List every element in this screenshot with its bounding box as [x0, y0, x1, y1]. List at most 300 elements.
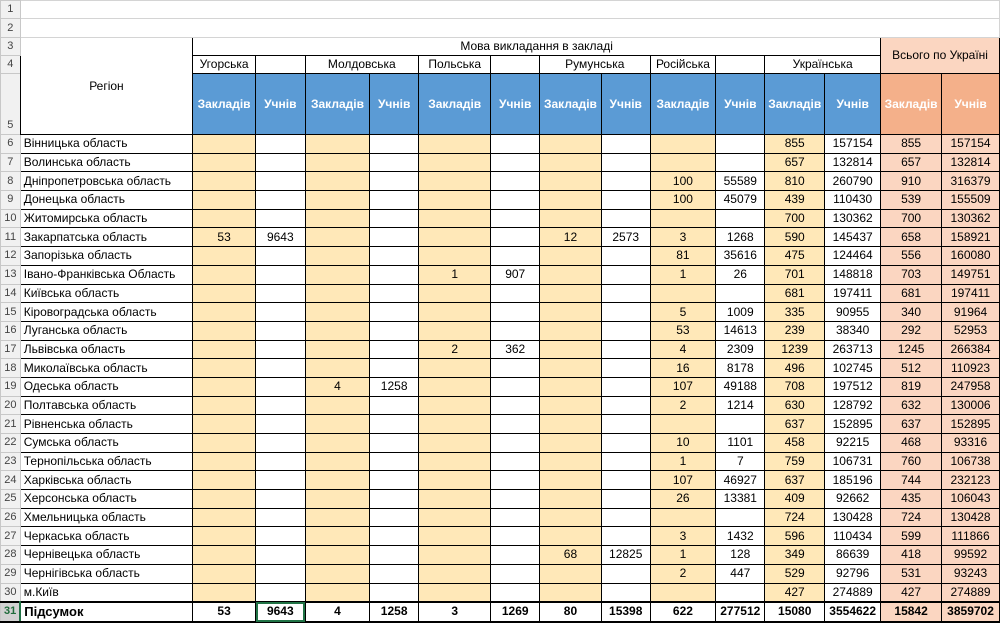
value-cell[interactable]	[305, 434, 370, 453]
value-cell[interactable]	[491, 415, 540, 434]
value-cell[interactable]: 8178	[716, 359, 765, 378]
value-cell[interactable]: 760	[881, 452, 942, 471]
subheader-institutions[interactable]: Закладів	[650, 74, 716, 135]
value-cell[interactable]	[370, 564, 419, 583]
value-cell[interactable]	[601, 583, 650, 602]
value-cell[interactable]: 10	[650, 434, 716, 453]
value-cell[interactable]: 13381	[716, 490, 765, 509]
value-cell[interactable]	[256, 191, 306, 210]
value-cell[interactable]: 349	[765, 546, 825, 565]
value-cell[interactable]: 92215	[825, 434, 881, 453]
value-cell[interactable]	[418, 377, 490, 396]
value-cell[interactable]	[370, 209, 419, 228]
value-cell[interactable]: 158921	[942, 228, 1000, 247]
value-cell[interactable]	[193, 396, 256, 415]
value-cell[interactable]: 496	[765, 359, 825, 378]
value-cell[interactable]: 110923	[942, 359, 1000, 378]
value-cell[interactable]	[370, 546, 419, 565]
value-cell[interactable]: 106738	[942, 452, 1000, 471]
value-cell[interactable]: 427	[881, 583, 942, 602]
value-cell[interactable]: 418	[881, 546, 942, 565]
value-cell[interactable]	[650, 508, 716, 527]
value-cell[interactable]: 1	[650, 452, 716, 471]
value-cell[interactable]	[370, 396, 419, 415]
value-cell[interactable]	[193, 359, 256, 378]
value-cell[interactable]	[193, 340, 256, 359]
value-cell[interactable]	[716, 508, 765, 527]
row-header[interactable]: 20	[1, 396, 21, 415]
total-value-cell[interactable]: 15398	[601, 602, 650, 622]
value-cell[interactable]: 819	[881, 377, 942, 396]
value-cell[interactable]	[601, 377, 650, 396]
value-cell[interactable]	[650, 415, 716, 434]
value-cell[interactable]	[540, 303, 602, 322]
row-header[interactable]: 31	[1, 602, 21, 622]
row-header[interactable]: 14	[1, 284, 21, 303]
value-cell[interactable]: 197411	[942, 284, 1000, 303]
value-cell[interactable]: 316379	[942, 172, 1000, 191]
value-cell[interactable]	[370, 434, 419, 453]
value-cell[interactable]	[193, 415, 256, 434]
value-cell[interactable]: 637	[765, 471, 825, 490]
value-cell[interactable]	[716, 135, 765, 154]
value-cell[interactable]	[601, 265, 650, 284]
value-cell[interactable]	[491, 135, 540, 154]
region-name-cell[interactable]: Запорізька область	[20, 247, 192, 266]
subheader-institutions[interactable]: Закладів	[193, 74, 256, 135]
value-cell[interactable]	[601, 209, 650, 228]
value-cell[interactable]: 539	[881, 191, 942, 210]
total-value-cell[interactable]: 15080	[765, 602, 825, 622]
language-title-header[interactable]: Мова викладання в закладі	[193, 38, 881, 56]
value-cell[interactable]	[193, 434, 256, 453]
total-value-cell[interactable]: 4	[305, 602, 370, 622]
value-cell[interactable]: 102745	[825, 359, 881, 378]
value-cell[interactable]: 531	[881, 564, 942, 583]
value-cell[interactable]	[601, 340, 650, 359]
value-cell[interactable]: 2	[650, 564, 716, 583]
value-cell[interactable]: 130362	[825, 209, 881, 228]
value-cell[interactable]	[370, 359, 419, 378]
value-cell[interactable]	[491, 321, 540, 340]
value-cell[interactable]	[716, 284, 765, 303]
total-value-cell[interactable]: 80	[540, 602, 602, 622]
language-header-polish[interactable]: Польська	[418, 56, 490, 74]
region-name-cell[interactable]: Миколаївська область	[20, 359, 192, 378]
value-cell[interactable]	[491, 172, 540, 191]
value-cell[interactable]	[601, 284, 650, 303]
value-cell[interactable]	[418, 471, 490, 490]
total-ukraine-header[interactable]: Всього по Україні	[881, 38, 1000, 74]
value-cell[interactable]	[491, 247, 540, 266]
value-cell[interactable]	[193, 209, 256, 228]
value-cell[interactable]	[418, 527, 490, 546]
value-cell[interactable]: 132814	[942, 153, 1000, 172]
value-cell[interactable]	[601, 471, 650, 490]
value-cell[interactable]: 703	[881, 265, 942, 284]
value-cell[interactable]	[305, 471, 370, 490]
value-cell[interactable]: 759	[765, 452, 825, 471]
region-name-cell[interactable]: Харківська область	[20, 471, 192, 490]
row-header[interactable]: 9	[1, 191, 21, 210]
row-header[interactable]: 1	[1, 1, 21, 19]
value-cell[interactable]	[418, 284, 490, 303]
value-cell[interactable]	[370, 471, 419, 490]
value-cell[interactable]: 447	[716, 564, 765, 583]
value-cell[interactable]	[716, 415, 765, 434]
value-cell[interactable]: 26	[716, 265, 765, 284]
total-value-cell[interactable]: 3	[418, 602, 490, 622]
row-header[interactable]: 15	[1, 303, 21, 322]
value-cell[interactable]: 128	[716, 546, 765, 565]
value-cell[interactable]	[370, 228, 419, 247]
value-cell[interactable]: 107	[650, 471, 716, 490]
value-cell[interactable]: 475	[765, 247, 825, 266]
value-cell[interactable]	[418, 247, 490, 266]
value-cell[interactable]	[491, 209, 540, 228]
value-cell[interactable]	[193, 191, 256, 210]
value-cell[interactable]	[256, 359, 306, 378]
row-header[interactable]: 2	[1, 19, 21, 38]
value-cell[interactable]: 3	[650, 228, 716, 247]
value-cell[interactable]	[540, 377, 602, 396]
region-name-cell[interactable]: Тернопільська область	[20, 452, 192, 471]
value-cell[interactable]	[305, 564, 370, 583]
value-cell[interactable]	[370, 527, 419, 546]
value-cell[interactable]	[540, 153, 602, 172]
value-cell[interactable]	[193, 546, 256, 565]
row-header[interactable]: 17	[1, 340, 21, 359]
value-cell[interactable]	[491, 564, 540, 583]
value-cell[interactable]	[256, 415, 306, 434]
row-header[interactable]: 23	[1, 452, 21, 471]
value-cell[interactable]	[418, 172, 490, 191]
value-cell[interactable]	[370, 265, 419, 284]
value-cell[interactable]	[305, 247, 370, 266]
row-header[interactable]: 19	[1, 377, 21, 396]
value-cell[interactable]	[193, 490, 256, 509]
row-header[interactable]: 11	[1, 228, 21, 247]
value-cell[interactable]	[491, 303, 540, 322]
value-cell[interactable]	[305, 209, 370, 228]
value-cell[interactable]	[305, 340, 370, 359]
value-cell[interactable]: 124464	[825, 247, 881, 266]
value-cell[interactable]	[491, 490, 540, 509]
value-cell[interactable]	[540, 265, 602, 284]
value-cell[interactable]: 458	[765, 434, 825, 453]
value-cell[interactable]: 1101	[716, 434, 765, 453]
value-cell[interactable]	[193, 303, 256, 322]
value-cell[interactable]: 185196	[825, 471, 881, 490]
value-cell[interactable]: 2573	[601, 228, 650, 247]
value-cell[interactable]: 157154	[825, 135, 881, 154]
value-cell[interactable]	[256, 396, 306, 415]
value-cell[interactable]	[370, 340, 419, 359]
value-cell[interactable]: 1258	[370, 377, 419, 396]
value-cell[interactable]: 5	[650, 303, 716, 322]
value-cell[interactable]	[491, 434, 540, 453]
value-cell[interactable]	[305, 583, 370, 602]
region-name-cell[interactable]: Дніпропетровська область	[20, 172, 192, 191]
value-cell[interactable]: 38340	[825, 321, 881, 340]
value-cell[interactable]: 1	[650, 265, 716, 284]
value-cell[interactable]: 4	[650, 340, 716, 359]
value-cell[interactable]: 130006	[942, 396, 1000, 415]
region-name-cell[interactable]: Житомирська область	[20, 209, 192, 228]
value-cell[interactable]: 92662	[825, 490, 881, 509]
subheader-students[interactable]: Учнів	[370, 74, 419, 135]
value-cell[interactable]	[418, 228, 490, 247]
value-cell[interactable]: 52953	[942, 321, 1000, 340]
total-value-cell[interactable]: 9643	[256, 602, 306, 622]
value-cell[interactable]: 910	[881, 172, 942, 191]
value-cell[interactable]: 556	[881, 247, 942, 266]
value-cell[interactable]	[716, 583, 765, 602]
value-cell[interactable]: 152895	[825, 415, 881, 434]
value-cell[interactable]: 232123	[942, 471, 1000, 490]
value-cell[interactable]	[601, 490, 650, 509]
region-name-cell[interactable]: Черкаська область	[20, 527, 192, 546]
region-name-cell[interactable]: Івано-Франківська Область	[20, 265, 192, 284]
value-cell[interactable]	[256, 471, 306, 490]
value-cell[interactable]	[370, 135, 419, 154]
value-cell[interactable]	[540, 135, 602, 154]
value-cell[interactable]: 100	[650, 191, 716, 210]
value-cell[interactable]	[601, 396, 650, 415]
value-cell[interactable]: 335	[765, 303, 825, 322]
value-cell[interactable]	[601, 172, 650, 191]
value-cell[interactable]: 724	[881, 508, 942, 527]
region-name-cell[interactable]: Луганська область	[20, 321, 192, 340]
value-cell[interactable]	[305, 265, 370, 284]
value-cell[interactable]	[193, 527, 256, 546]
row-header[interactable]: 4	[1, 56, 21, 74]
value-cell[interactable]: 2309	[716, 340, 765, 359]
total-value-cell[interactable]: 277512	[716, 602, 765, 622]
value-cell[interactable]: 53	[193, 228, 256, 247]
row-header[interactable]: 3	[1, 38, 21, 56]
empty-cell[interactable]	[256, 56, 306, 74]
language-header-hungarian[interactable]: Угорська	[193, 56, 256, 74]
value-cell[interactable]	[540, 452, 602, 471]
value-cell[interactable]	[540, 321, 602, 340]
value-cell[interactable]	[418, 321, 490, 340]
value-cell[interactable]	[305, 452, 370, 471]
value-cell[interactable]	[256, 172, 306, 191]
value-cell[interactable]	[491, 527, 540, 546]
value-cell[interactable]	[491, 228, 540, 247]
value-cell[interactable]: 701	[765, 265, 825, 284]
value-cell[interactable]: 724	[765, 508, 825, 527]
value-cell[interactable]: 700	[765, 209, 825, 228]
region-header[interactable]: Регіон	[20, 38, 192, 135]
value-cell[interactable]	[256, 490, 306, 509]
value-cell[interactable]	[601, 153, 650, 172]
value-cell[interactable]: 657	[881, 153, 942, 172]
value-cell[interactable]: 810	[765, 172, 825, 191]
value-cell[interactable]	[256, 153, 306, 172]
region-name-cell[interactable]: Вінницька область	[20, 135, 192, 154]
language-header-romanian[interactable]: Румунська	[540, 56, 651, 74]
value-cell[interactable]	[305, 153, 370, 172]
subheader-students[interactable]: Учнів	[601, 74, 650, 135]
region-name-cell[interactable]: м.Київ	[20, 583, 192, 602]
subheader-institutions[interactable]: Закладів	[881, 74, 942, 135]
value-cell[interactable]: 260790	[825, 172, 881, 191]
value-cell[interactable]	[601, 508, 650, 527]
value-cell[interactable]	[601, 303, 650, 322]
value-cell[interactable]	[540, 172, 602, 191]
language-header-moldovan[interactable]: Молдовська	[305, 56, 418, 74]
value-cell[interactable]	[418, 303, 490, 322]
value-cell[interactable]	[650, 153, 716, 172]
value-cell[interactable]	[305, 490, 370, 509]
value-cell[interactable]: 1245	[881, 340, 942, 359]
value-cell[interactable]: 1214	[716, 396, 765, 415]
value-cell[interactable]: 708	[765, 377, 825, 396]
language-header-russian[interactable]: Російська	[650, 56, 716, 74]
value-cell[interactable]: 435	[881, 490, 942, 509]
region-name-cell[interactable]: Донецька область	[20, 191, 192, 210]
value-cell[interactable]: 340	[881, 303, 942, 322]
empty-cell[interactable]	[491, 56, 540, 74]
value-cell[interactable]	[540, 490, 602, 509]
empty-cell[interactable]	[716, 56, 765, 74]
value-cell[interactable]: 1009	[716, 303, 765, 322]
value-cell[interactable]: 100	[650, 172, 716, 191]
value-cell[interactable]	[370, 172, 419, 191]
row-header[interactable]: 24	[1, 471, 21, 490]
value-cell[interactable]: 35616	[716, 247, 765, 266]
row-header[interactable]: 18	[1, 359, 21, 378]
value-cell[interactable]: 106731	[825, 452, 881, 471]
value-cell[interactable]: 53	[650, 321, 716, 340]
subheader-students[interactable]: Учнів	[256, 74, 306, 135]
value-cell[interactable]: 599	[881, 527, 942, 546]
value-cell[interactable]: 130362	[942, 209, 1000, 228]
value-cell[interactable]	[370, 303, 419, 322]
value-cell[interactable]	[256, 452, 306, 471]
region-name-cell[interactable]: Київська область	[20, 284, 192, 303]
value-cell[interactable]	[540, 340, 602, 359]
value-cell[interactable]	[491, 546, 540, 565]
value-cell[interactable]	[193, 583, 256, 602]
region-name-cell[interactable]: Львівська область	[20, 340, 192, 359]
value-cell[interactable]: 681	[765, 284, 825, 303]
value-cell[interactable]	[418, 508, 490, 527]
value-cell[interactable]	[418, 564, 490, 583]
value-cell[interactable]	[650, 284, 716, 303]
value-cell[interactable]	[540, 247, 602, 266]
region-name-cell[interactable]: Херсонська область	[20, 490, 192, 509]
value-cell[interactable]: 700	[881, 209, 942, 228]
total-label-cell[interactable]: Підсумок	[20, 602, 192, 622]
value-cell[interactable]: 130428	[942, 508, 1000, 527]
value-cell[interactable]	[193, 172, 256, 191]
value-cell[interactable]: 45079	[716, 191, 765, 210]
row-header[interactable]: 5	[1, 74, 21, 135]
region-name-cell[interactable]: Одеська область	[20, 377, 192, 396]
value-cell[interactable]	[256, 321, 306, 340]
region-name-cell[interactable]: Рівненська область	[20, 415, 192, 434]
row-header[interactable]: 8	[1, 172, 21, 191]
value-cell[interactable]	[601, 564, 650, 583]
value-cell[interactable]	[601, 434, 650, 453]
value-cell[interactable]	[305, 415, 370, 434]
value-cell[interactable]: 68	[540, 546, 602, 565]
value-cell[interactable]	[418, 415, 490, 434]
value-cell[interactable]: 1	[650, 546, 716, 565]
total-value-cell[interactable]: 1258	[370, 602, 419, 622]
value-cell[interactable]: 49188	[716, 377, 765, 396]
value-cell[interactable]	[540, 415, 602, 434]
value-cell[interactable]: 637	[765, 415, 825, 434]
value-cell[interactable]: 92796	[825, 564, 881, 583]
value-cell[interactable]	[256, 209, 306, 228]
row-header[interactable]: 10	[1, 209, 21, 228]
value-cell[interactable]: 1	[418, 265, 490, 284]
value-cell[interactable]	[193, 564, 256, 583]
value-cell[interactable]: 292	[881, 321, 942, 340]
value-cell[interactable]	[256, 527, 306, 546]
value-cell[interactable]: 110434	[825, 527, 881, 546]
value-cell[interactable]	[491, 359, 540, 378]
value-cell[interactable]: 152895	[942, 415, 1000, 434]
value-cell[interactable]	[491, 471, 540, 490]
value-cell[interactable]: 12825	[601, 546, 650, 565]
value-cell[interactable]: 128792	[825, 396, 881, 415]
value-cell[interactable]: 7	[716, 452, 765, 471]
value-cell[interactable]: 197512	[825, 377, 881, 396]
value-cell[interactable]	[540, 359, 602, 378]
value-cell[interactable]	[305, 321, 370, 340]
row-header[interactable]: 13	[1, 265, 21, 284]
value-cell[interactable]: 2	[650, 396, 716, 415]
value-cell[interactable]	[540, 508, 602, 527]
row-header[interactable]: 27	[1, 527, 21, 546]
row-header[interactable]: 12	[1, 247, 21, 266]
region-name-cell[interactable]: Чернівецька область	[20, 546, 192, 565]
value-cell[interactable]	[418, 135, 490, 154]
value-cell[interactable]: 81	[650, 247, 716, 266]
value-cell[interactable]	[193, 508, 256, 527]
value-cell[interactable]	[305, 303, 370, 322]
region-name-cell[interactable]: Закарпатська область	[20, 228, 192, 247]
value-cell[interactable]	[418, 209, 490, 228]
value-cell[interactable]	[418, 546, 490, 565]
value-cell[interactable]: 46927	[716, 471, 765, 490]
value-cell[interactable]	[256, 434, 306, 453]
value-cell[interactable]	[370, 508, 419, 527]
value-cell[interactable]: 90955	[825, 303, 881, 322]
row-header[interactable]: 28	[1, 546, 21, 565]
value-cell[interactable]: 744	[881, 471, 942, 490]
value-cell[interactable]	[370, 490, 419, 509]
value-cell[interactable]	[256, 546, 306, 565]
total-value-cell[interactable]: 3859702	[942, 602, 1000, 622]
value-cell[interactable]	[305, 172, 370, 191]
value-cell[interactable]	[491, 452, 540, 471]
value-cell[interactable]	[305, 527, 370, 546]
value-cell[interactable]	[418, 490, 490, 509]
value-cell[interactable]	[370, 321, 419, 340]
value-cell[interactable]	[256, 508, 306, 527]
value-cell[interactable]: 26	[650, 490, 716, 509]
value-cell[interactable]	[256, 284, 306, 303]
value-cell[interactable]: 362	[491, 340, 540, 359]
value-cell[interactable]	[601, 359, 650, 378]
region-name-cell[interactable]: Сумська область	[20, 434, 192, 453]
